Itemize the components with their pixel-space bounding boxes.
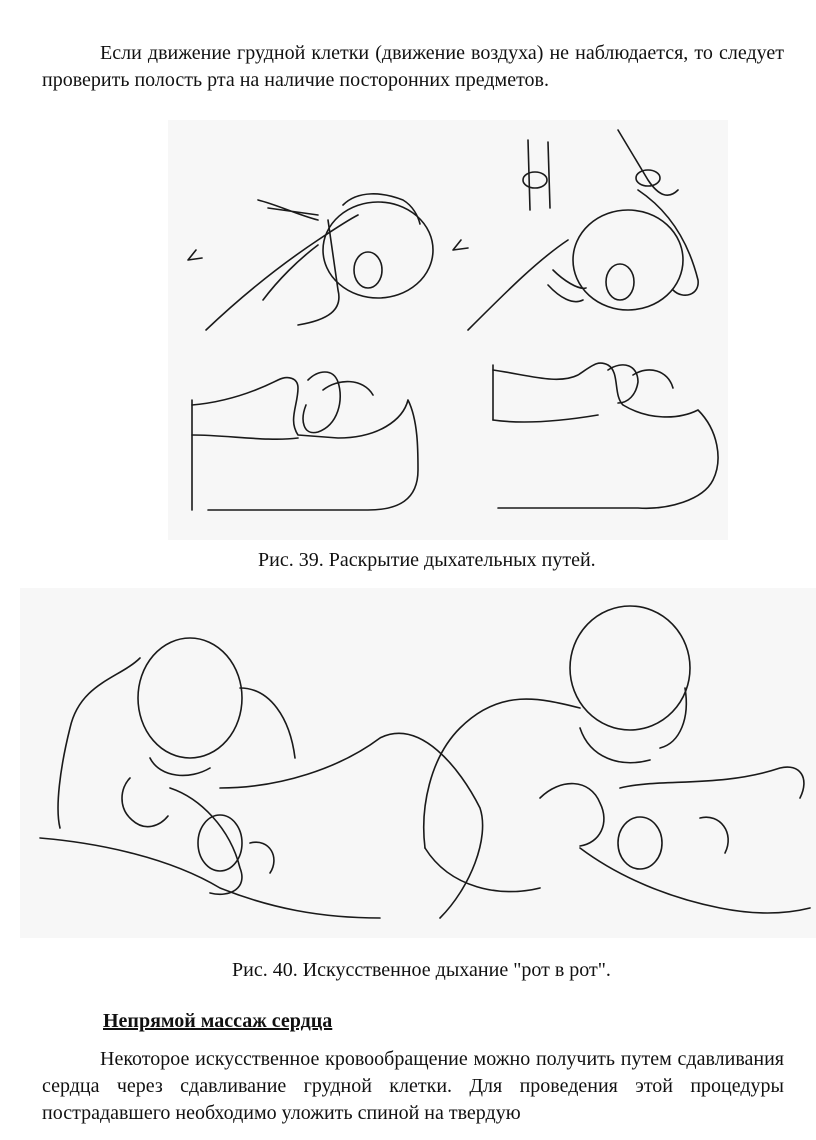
head-tilt-illustration-2 bbox=[453, 130, 698, 330]
section-heading: Непрямой массаж сердца bbox=[103, 1010, 333, 1032]
head-tilt-illustration-1 bbox=[188, 194, 433, 330]
intro-paragraph: Если движение грудной клетки (движение воздуха) не наблюдается, то следует проверить полость рта на наличие посторонних предметов. bbox=[42, 42, 784, 91]
airway-cross-section-1 bbox=[192, 372, 418, 510]
figure-39-caption: Рис. 39. Раскрытие дыхательных путей. bbox=[258, 549, 596, 571]
figure-39 bbox=[168, 120, 728, 540]
figure-40-caption: Рис. 40. Искусственное дыхание "рот в рот". bbox=[232, 959, 611, 981]
rescue-breathing-illustration-2 bbox=[424, 606, 810, 913]
rescue-breathing-illustration-1 bbox=[40, 638, 483, 918]
figure-40 bbox=[20, 588, 816, 938]
section-paragraph: Некоторое искусственное кровообращение можно получить путем сдавливания сердца через сдавливание грудной клетки. Для проведения этой процедуры пострадавшего необходимо уложить спиной на твердую bbox=[42, 1048, 784, 1124]
airway-cross-section-2 bbox=[493, 363, 718, 508]
